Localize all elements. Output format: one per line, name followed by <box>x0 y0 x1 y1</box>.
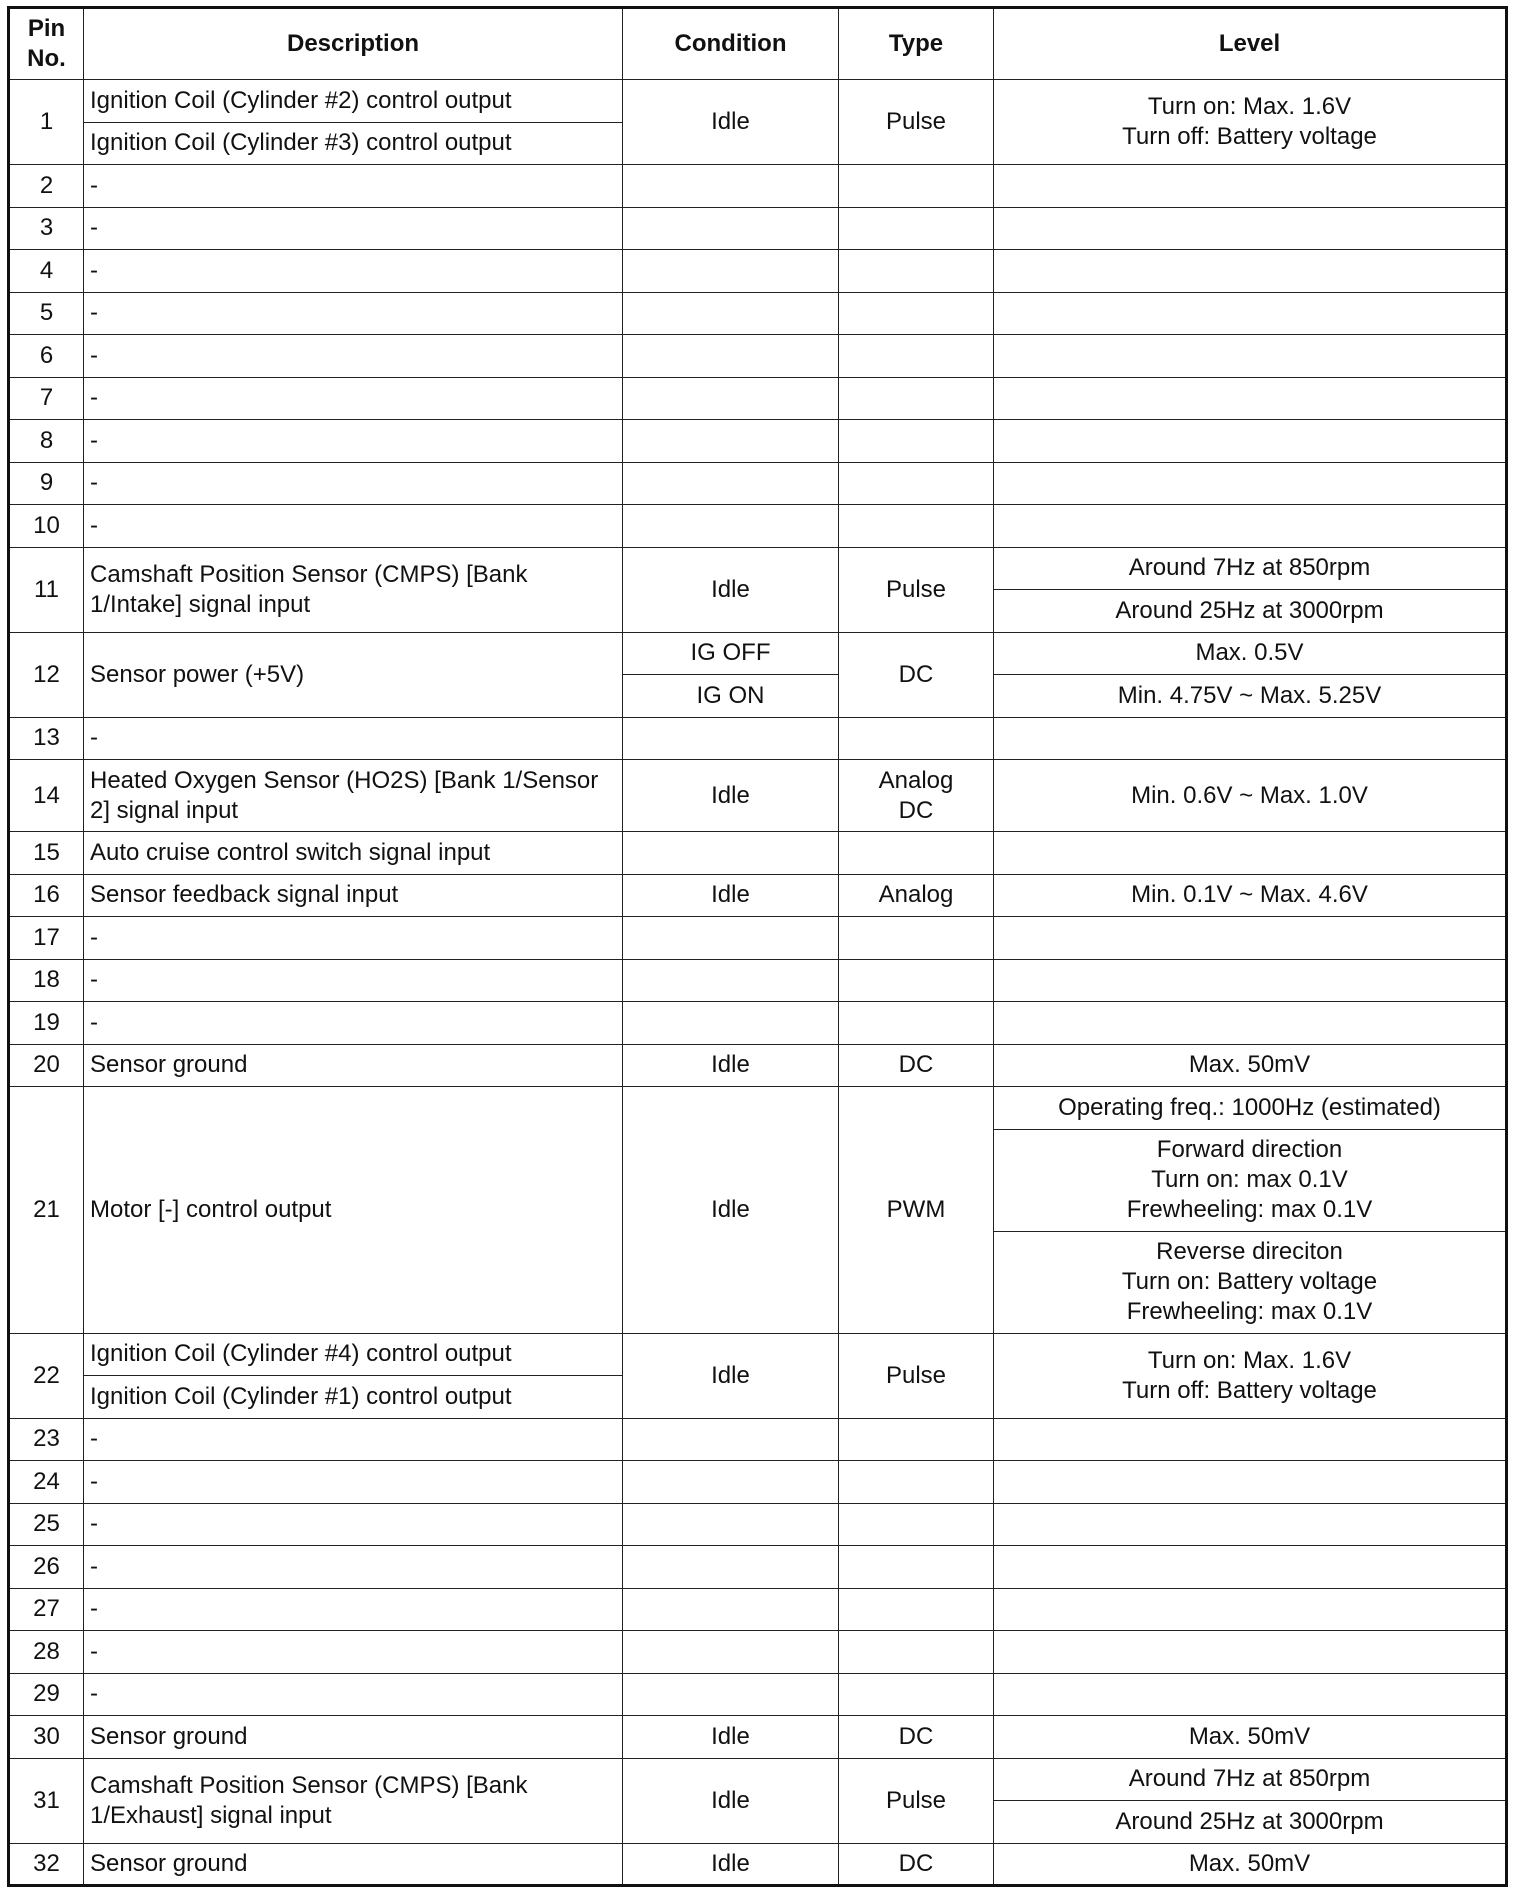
level-cell: Max. 50mV <box>994 1044 1507 1087</box>
table-row <box>9 1843 1507 1886</box>
level-cell: Around 25Hz at 3000rpm <box>994 590 1507 633</box>
table-row <box>9 1503 1507 1546</box>
level-cell <box>994 1129 1507 1231</box>
type-cell <box>839 832 994 875</box>
table-row <box>9 250 1507 293</box>
table-body <box>9 80 1507 1886</box>
type-cell <box>839 207 994 250</box>
pin-cell: 16 <box>9 874 84 917</box>
header-type: Type <box>839 8 994 80</box>
cell-line: Turn on: Max. 1.6V <box>1147 93 1352 120</box>
condition-cell: Idle <box>623 1843 839 1886</box>
condition-cell: Idle <box>623 80 839 165</box>
type-cell <box>839 462 994 505</box>
pin-cell: 30 <box>9 1716 84 1759</box>
level-cell: Around 25Hz at 3000rpm <box>994 1801 1507 1844</box>
type-cell <box>839 1546 994 1589</box>
type-cell: DC <box>839 1843 994 1886</box>
type-cell: PWM <box>839 1087 994 1334</box>
type-cell <box>839 760 994 832</box>
condition-cell <box>623 462 839 505</box>
type-cell <box>839 1503 994 1546</box>
type-cell: DC <box>839 1044 994 1087</box>
description-cell: - <box>84 505 623 548</box>
pin-cell: 14 <box>9 760 84 832</box>
level-cell <box>994 80 1507 165</box>
description-cell: - <box>84 1461 623 1504</box>
cell-line: Forward direction <box>1156 1136 1343 1163</box>
pin-cell: 12 <box>9 632 84 717</box>
pin-cell: 27 <box>9 1588 84 1631</box>
condition-cell: Idle <box>623 547 839 632</box>
description-cell: Sensor ground <box>84 1044 623 1087</box>
description-cell: - <box>84 335 623 378</box>
level-cell: Min. 4.75V ~ Max. 5.25V <box>994 675 1507 718</box>
condition-cell <box>623 165 839 208</box>
level-cell <box>994 377 1507 420</box>
table-row <box>9 917 1507 960</box>
description-cell: Motor [-] control output <box>84 1087 623 1334</box>
description-cell: Ignition Coil (Cylinder #3) control output <box>84 122 623 165</box>
level-cell <box>994 917 1507 960</box>
table-row <box>9 1546 1507 1589</box>
condition-cell <box>623 335 839 378</box>
level-cell <box>994 717 1507 760</box>
level-cell <box>994 1588 1507 1631</box>
description-cell: - <box>84 165 623 208</box>
level-cell <box>994 420 1507 463</box>
level-cell: Around 7Hz at 850rpm <box>994 547 1507 590</box>
description-cell: Ignition Coil (Cylinder #2) control output <box>84 80 623 123</box>
level-cell <box>994 1002 1507 1045</box>
level-cell <box>994 292 1507 335</box>
type-cell <box>839 717 994 760</box>
pin-cell: 28 <box>9 1631 84 1674</box>
table-row <box>9 632 1507 675</box>
condition-cell <box>623 1631 839 1674</box>
description-cell: - <box>84 377 623 420</box>
pin-cell: 32 <box>9 1843 84 1886</box>
description-cell: Ignition Coil (Cylinder #1) control output <box>84 1376 623 1419</box>
header-row <box>9 8 1507 80</box>
table-row <box>9 1716 1507 1759</box>
condition-cell <box>623 207 839 250</box>
level-cell <box>994 1231 1507 1333</box>
cell-line: Frewheeling: max 0.1V <box>1126 1196 1373 1223</box>
level-cell <box>994 165 1507 208</box>
type-cell: Pulse <box>839 547 994 632</box>
table-row <box>9 505 1507 548</box>
type-cell <box>839 292 994 335</box>
condition-cell: Idle <box>623 1087 839 1334</box>
cell-line: Frewheeling: max 0.1V <box>1126 1298 1373 1325</box>
type-cell: Pulse <box>839 1758 994 1843</box>
table-row <box>9 1588 1507 1631</box>
header-level: Level <box>994 8 1507 80</box>
type-cell <box>839 1588 994 1631</box>
description-cell: - <box>84 1503 623 1546</box>
condition-cell: Idle <box>623 1333 839 1418</box>
level-cell <box>994 1673 1507 1716</box>
table-row <box>9 1418 1507 1461</box>
condition-cell <box>623 1546 839 1589</box>
level-cell: Around 7Hz at 850rpm <box>994 1758 1507 1801</box>
condition-cell <box>623 1418 839 1461</box>
type-cell <box>839 420 994 463</box>
pin-cell: 6 <box>9 335 84 378</box>
description-cell: - <box>84 1418 623 1461</box>
type-cell <box>839 505 994 548</box>
pin-cell: 31 <box>9 1758 84 1843</box>
table-row <box>9 1002 1507 1045</box>
type-cell <box>839 377 994 420</box>
condition-cell <box>623 717 839 760</box>
description-cell: - <box>84 1546 623 1589</box>
table-row <box>9 292 1507 335</box>
level-cell <box>994 1418 1507 1461</box>
table-row <box>9 1461 1507 1504</box>
level-cell: Min. 0.1V ~ Max. 4.6V <box>994 874 1507 917</box>
description-cell: - <box>84 292 623 335</box>
condition-cell <box>623 1503 839 1546</box>
table-row <box>9 1333 1507 1376</box>
level-cell: Max. 50mV <box>994 1843 1507 1886</box>
level-cell <box>994 335 1507 378</box>
pin-cell: 10 <box>9 505 84 548</box>
level-cell: Max. 0.5V <box>994 632 1507 675</box>
cell-line: Turn on: Battery voltage <box>1121 1268 1378 1295</box>
table-row <box>9 1044 1507 1087</box>
condition-cell <box>623 250 839 293</box>
condition-cell <box>623 959 839 1002</box>
header-condition: Condition <box>623 8 839 80</box>
level-cell: Operating freq.: 1000Hz (estimated) <box>994 1087 1507 1130</box>
condition-cell: Idle <box>623 1758 839 1843</box>
condition-cell <box>623 420 839 463</box>
description-cell: - <box>84 1673 623 1716</box>
header-pin: Pin No. <box>9 8 84 80</box>
pin-cell: 3 <box>9 207 84 250</box>
condition-cell <box>623 1461 839 1504</box>
pin-cell: 21 <box>9 1087 84 1334</box>
table-row <box>9 1087 1507 1130</box>
table-row <box>9 959 1507 1002</box>
pin-cell: 23 <box>9 1418 84 1461</box>
pin-cell: 1 <box>9 80 84 165</box>
description-cell: Camshaft Position Sensor (CMPS) [Bank 1/Exhaust] signal input <box>84 1758 623 1843</box>
pin-table <box>7 6 1508 1887</box>
pin-cell: 18 <box>9 959 84 1002</box>
condition-cell <box>623 832 839 875</box>
pin-cell: 24 <box>9 1461 84 1504</box>
level-cell: Max. 50mV <box>994 1716 1507 1759</box>
type-cell <box>839 917 994 960</box>
type-cell: Pulse <box>839 1333 994 1418</box>
condition-cell: IG ON <box>623 675 839 718</box>
pin-cell: 4 <box>9 250 84 293</box>
condition-cell <box>623 917 839 960</box>
table-row <box>9 1673 1507 1716</box>
condition-cell <box>623 1588 839 1631</box>
type-cell: Analog <box>839 874 994 917</box>
cell-line: Turn off: Battery voltage <box>1122 123 1377 150</box>
level-cell <box>994 1503 1507 1546</box>
level-cell <box>994 1631 1507 1674</box>
pin-cell: 8 <box>9 420 84 463</box>
condition-cell <box>623 505 839 548</box>
pin-cell: 15 <box>9 832 84 875</box>
level-cell <box>994 207 1507 250</box>
condition-cell: Idle <box>623 1044 839 1087</box>
type-cell <box>839 959 994 1002</box>
cell-line: Turn on: max 0.1V <box>1151 1166 1348 1193</box>
level-cell <box>994 1333 1507 1418</box>
pin-cell: 2 <box>9 165 84 208</box>
pin-cell: 25 <box>9 1503 84 1546</box>
table-row <box>9 717 1507 760</box>
type-cell <box>839 1461 994 1504</box>
level-cell <box>994 505 1507 548</box>
description-cell: Auto cruise control switch signal input <box>84 832 623 875</box>
table-row <box>9 547 1507 590</box>
condition-cell <box>623 1673 839 1716</box>
type-cell <box>839 335 994 378</box>
table-row <box>9 165 1507 208</box>
description-cell: Sensor power (+5V) <box>84 632 623 717</box>
table-row <box>9 335 1507 378</box>
condition-cell <box>623 377 839 420</box>
level-cell <box>994 1546 1507 1589</box>
table-row <box>9 80 1507 123</box>
type-cell: DC <box>839 632 994 717</box>
description-cell: - <box>84 462 623 505</box>
cell-line: Turn on: Max. 1.6V <box>1147 1346 1352 1374</box>
description-cell: - <box>84 1002 623 1045</box>
pin-cell: 5 <box>9 292 84 335</box>
condition-cell <box>623 292 839 335</box>
condition-cell: IG OFF <box>623 632 839 675</box>
cell-line: DC <box>898 796 934 824</box>
level-cell <box>994 250 1507 293</box>
level-cell <box>994 832 1507 875</box>
level-cell <box>994 959 1507 1002</box>
cell-line: Analog <box>878 766 954 794</box>
description-cell: - <box>84 959 623 1002</box>
type-cell: Pulse <box>839 80 994 165</box>
condition-cell: Idle <box>623 874 839 917</box>
description-cell: - <box>84 1631 623 1674</box>
cell-line: Turn off: Battery voltage <box>1122 1376 1377 1404</box>
table-row <box>9 1631 1507 1674</box>
description-cell: - <box>84 1588 623 1631</box>
description-cell: - <box>84 717 623 760</box>
description-cell: Camshaft Position Sensor (CMPS) [Bank 1/Intake] signal input <box>84 547 623 632</box>
description-cell: - <box>84 250 623 293</box>
pin-cell: 19 <box>9 1002 84 1045</box>
pin-cell: 17 <box>9 917 84 960</box>
header-description: Description <box>84 8 623 80</box>
type-cell <box>839 250 994 293</box>
table-row <box>9 377 1507 420</box>
pin-cell: 11 <box>9 547 84 632</box>
table-row <box>9 207 1507 250</box>
pin-cell: 13 <box>9 717 84 760</box>
table-row <box>9 420 1507 463</box>
table-row <box>9 1758 1507 1801</box>
condition-cell <box>623 1002 839 1045</box>
pin-cell: 20 <box>9 1044 84 1087</box>
description-cell: Ignition Coil (Cylinder #4) control output <box>84 1333 623 1376</box>
pin-cell: 29 <box>9 1673 84 1716</box>
pin-cell: 7 <box>9 377 84 420</box>
type-cell <box>839 1002 994 1045</box>
pin-cell: 22 <box>9 1333 84 1418</box>
pin-cell: 26 <box>9 1546 84 1589</box>
pin-cell: 9 <box>9 462 84 505</box>
type-cell: DC <box>839 1716 994 1759</box>
type-cell <box>839 165 994 208</box>
description-cell: Heated Oxygen Sensor (HO2S) [Bank 1/Sensor 2] signal input <box>84 760 623 832</box>
condition-cell: Idle <box>623 760 839 832</box>
condition-cell: Idle <box>623 1716 839 1759</box>
cell-line: Reverse direciton <box>1156 1238 1343 1265</box>
type-cell <box>839 1673 994 1716</box>
table-row <box>9 874 1507 917</box>
description-cell: Sensor ground <box>84 1843 623 1886</box>
description-cell: - <box>84 420 623 463</box>
level-cell: Min. 0.6V ~ Max. 1.0V <box>994 760 1507 832</box>
description-cell: - <box>84 917 623 960</box>
description-cell: Sensor ground <box>84 1716 623 1759</box>
type-cell <box>839 1418 994 1461</box>
description-cell: - <box>84 207 623 250</box>
table-row <box>9 462 1507 505</box>
level-cell <box>994 462 1507 505</box>
level-cell <box>994 1461 1507 1504</box>
table-row <box>9 760 1507 832</box>
type-cell <box>839 1631 994 1674</box>
description-cell: Sensor feedback signal input <box>84 874 623 917</box>
table-row <box>9 832 1507 875</box>
